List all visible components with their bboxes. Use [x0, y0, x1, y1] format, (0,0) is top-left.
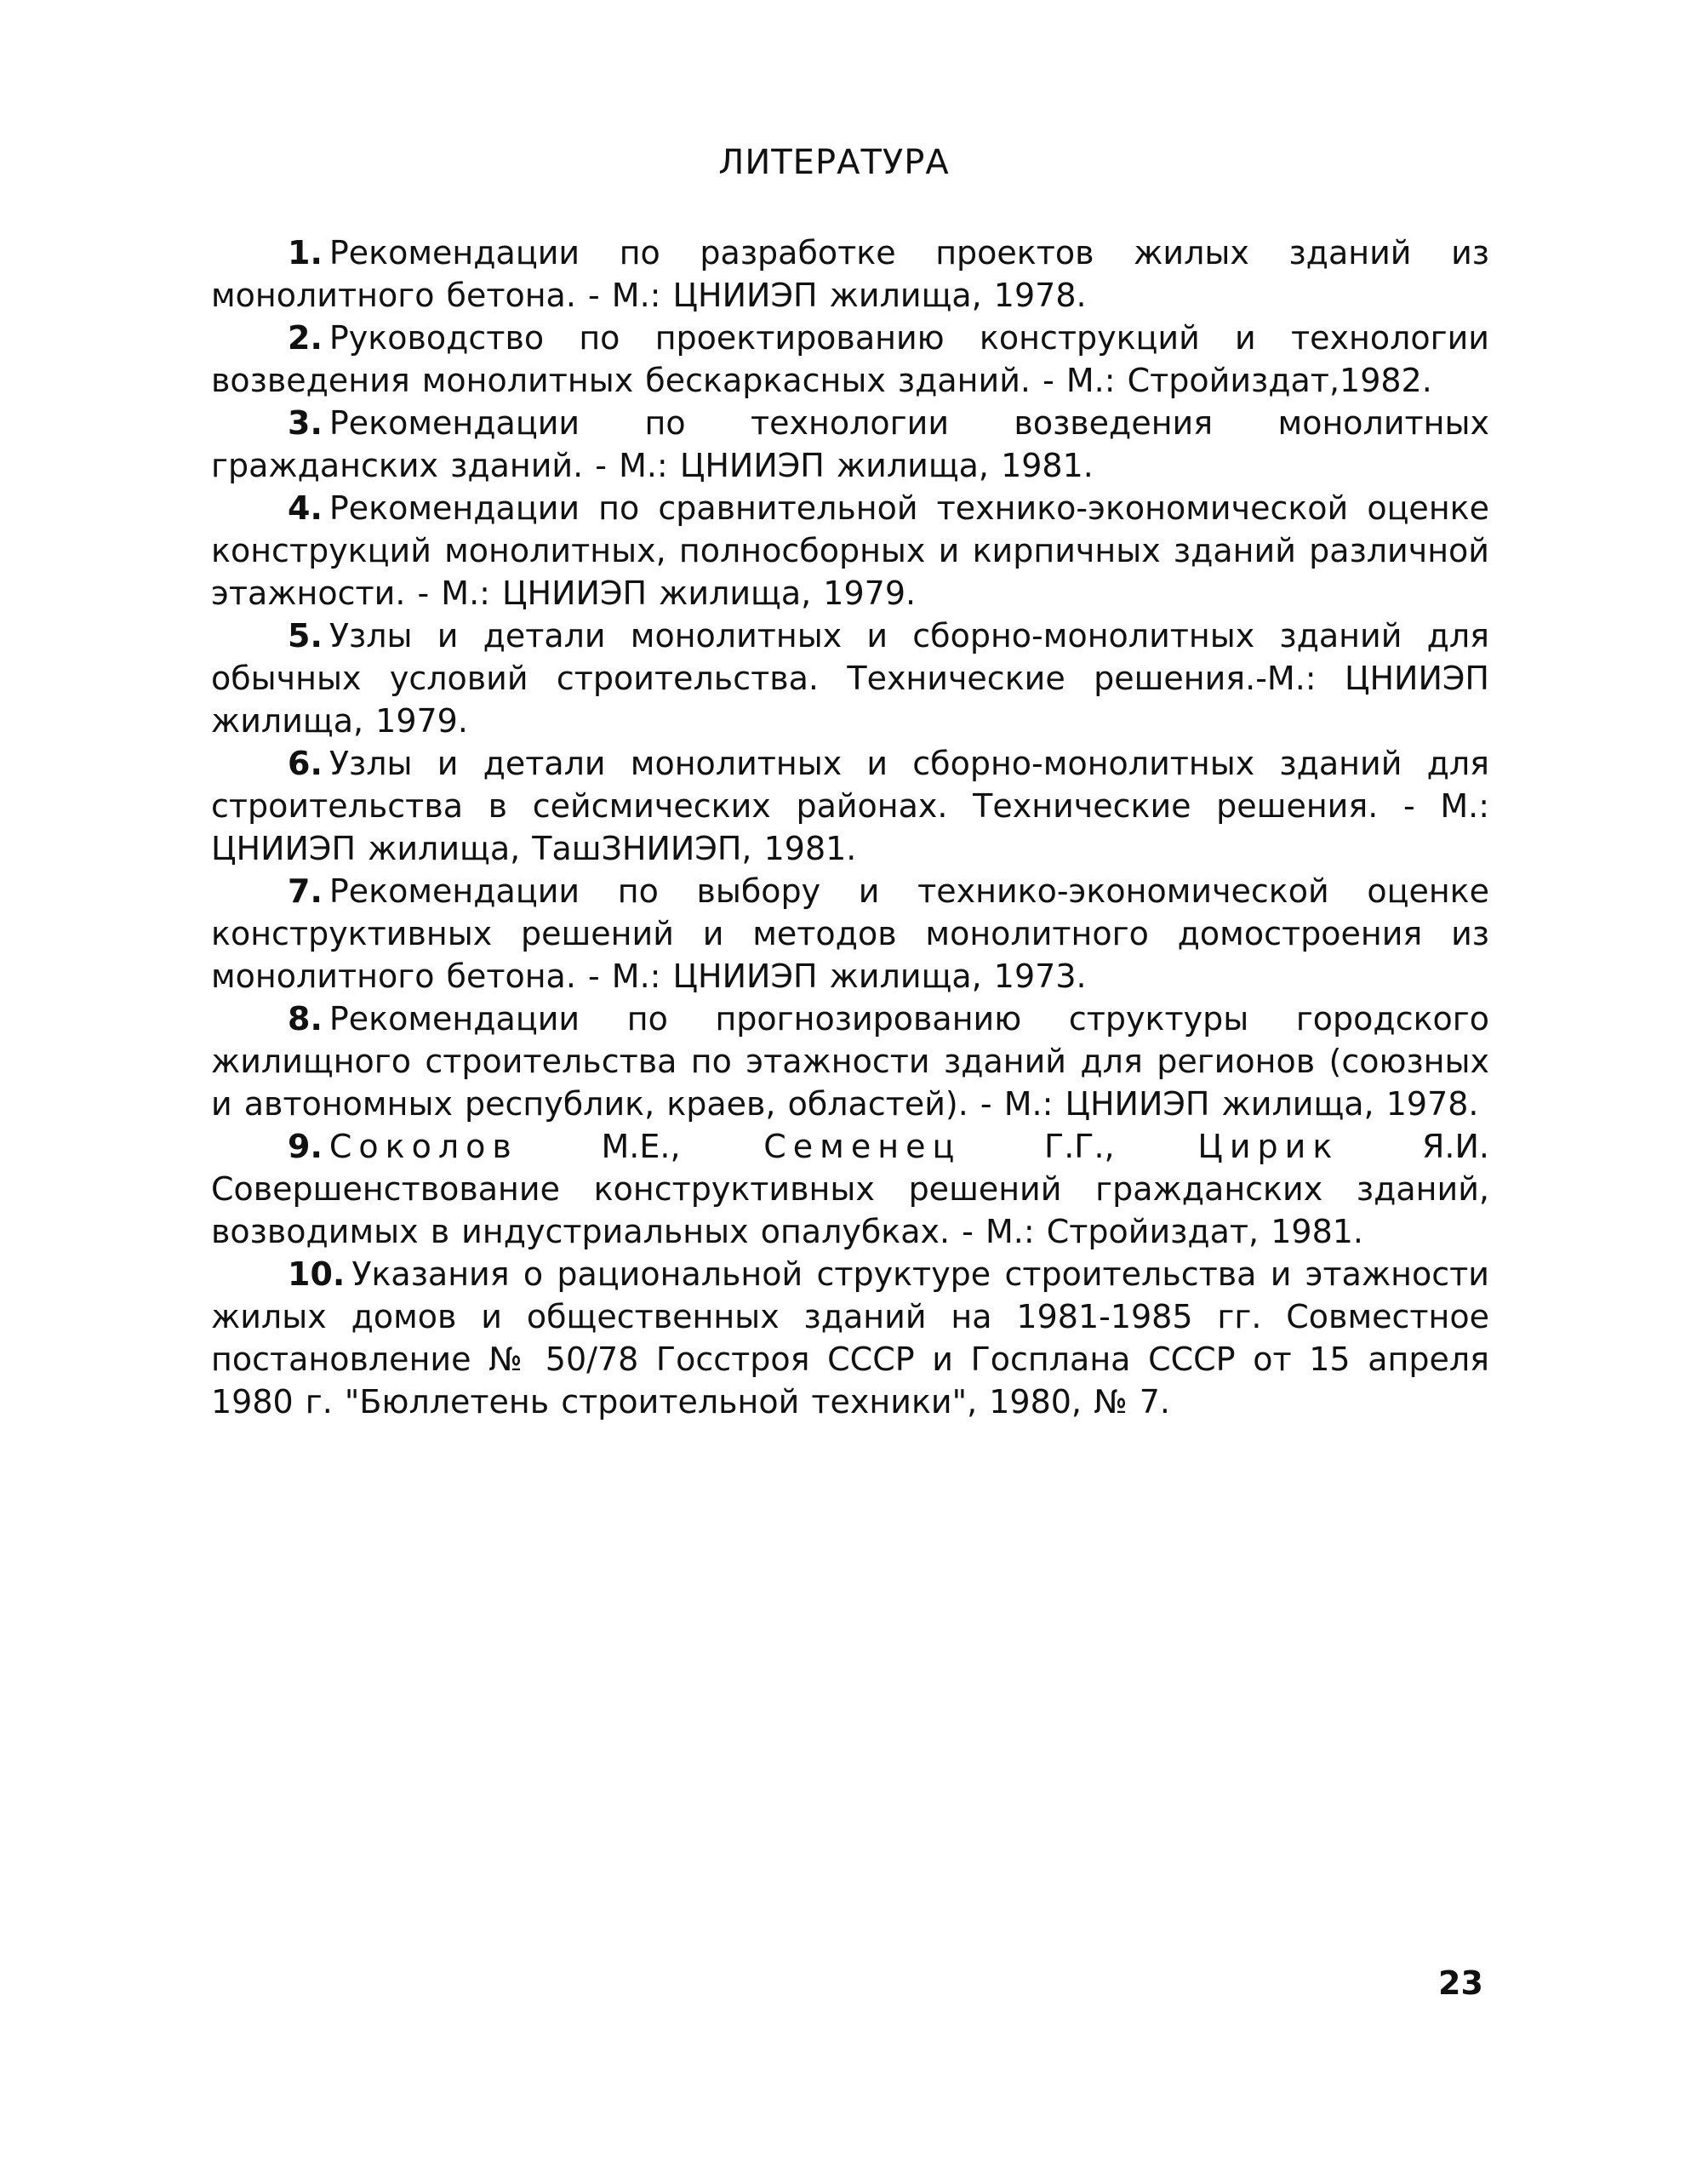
reference-number: 2. [288, 319, 323, 357]
author-initials: Я.И. [1421, 1128, 1489, 1165]
reference-item-1 [211, 232, 1489, 317]
reference-number: 1. [288, 234, 323, 272]
author-name: Соколов [328, 1128, 518, 1165]
reference-number: 7. [288, 872, 323, 910]
reference-number: 8. [288, 1000, 323, 1038]
reference-item-10 [211, 1253, 1489, 1423]
reference-item-5 [211, 615, 1489, 742]
reference-text: Рекомендации по разработке проектов жилых зданий из монолитного бетона. - М.: ЦНИИЭП жилища, 1978. [211, 234, 1489, 314]
reference-text: Рекомендации по выбору и технико-экономической оценке конструктивных решений и методов монолитного домостроения из монолитного бетона. - М.: ЦНИИЭП жилища, 1973. [211, 872, 1489, 995]
reference-number: 4. [288, 489, 323, 527]
reference-text: Рекомендации по сравнительной технико-экономической оценке конструкций монолитных, полносборных и кирпичных зданий различной этажности. - М.: ЦНИИЭП жилища, 1979. [211, 489, 1489, 612]
reference-item-8 [211, 998, 1489, 1125]
author-name: Цирик [1197, 1128, 1340, 1165]
page-title: ЛИТЕРАТУРА [718, 143, 950, 182]
author-initials: Г.Г., [1044, 1128, 1115, 1165]
reference-item-7 [211, 870, 1489, 998]
page-number: 23 [1438, 1964, 1483, 2002]
reference-list [211, 232, 1489, 1423]
author-name: Семенец [763, 1128, 962, 1165]
reference-text: Руководство по проектированию конструкций и технологии возведения монолитных бескаркасных зданий. - М.: Стройиздат,1982. [211, 319, 1489, 399]
reference-text: Указания о рациональной структуре строительства и этажности жилых домов и общественных зданий на 1981-1985 гг. Совместное постановление № 50/78 Госстроя СССР и Госплана СССР от 15 апреля 1980 г. "Бюллетень строительной техники", 1980, № 7. [211, 1255, 1489, 1421]
reference-text: Совершенствование конструктивных решений гражданских зданий, возводимых в индустриальных опалубках. - М.: Стройиздат, 1981. [211, 1170, 1489, 1250]
reference-number: 6. [288, 745, 323, 782]
reference-number: 3. [288, 404, 323, 442]
reference-text: Рекомендации по прогнозированию структуры городского жилищного строительства по этажности зданий для регионов (союзных и автономных республик, краев, областей). - М.: ЦНИИЭП жилища, 1978. [211, 1000, 1489, 1123]
reference-item-2 [211, 317, 1489, 402]
reference-text: Узлы и детали монолитных и сборно-монолитных зданий для строительства в сейсмических районах. Технические решения. - М.: ЦНИИЭП жилища, ТашЗНИИЭП, 1981. [211, 745, 1489, 867]
reference-item-6 [211, 742, 1489, 870]
reference-item-3 [211, 402, 1489, 487]
author-initials: М.Е., [601, 1128, 681, 1165]
reference-text: Узлы и детали монолитных и сборно-монолитных зданий для обычных условий строительства. Технические решения.-М.: ЦНИИЭП жилища, 1979. [211, 617, 1489, 740]
reference-number: 9. [288, 1128, 323, 1165]
reference-item-4 [211, 487, 1489, 615]
reference-text: Рекомендации по технологии возведения монолитных гражданских зданий. - М.: ЦНИИЭП жилища, 1981. [211, 404, 1489, 484]
reference-number: 10. [288, 1255, 346, 1293]
reference-item-9 [211, 1125, 1489, 1253]
reference-number: 5. [288, 617, 323, 655]
